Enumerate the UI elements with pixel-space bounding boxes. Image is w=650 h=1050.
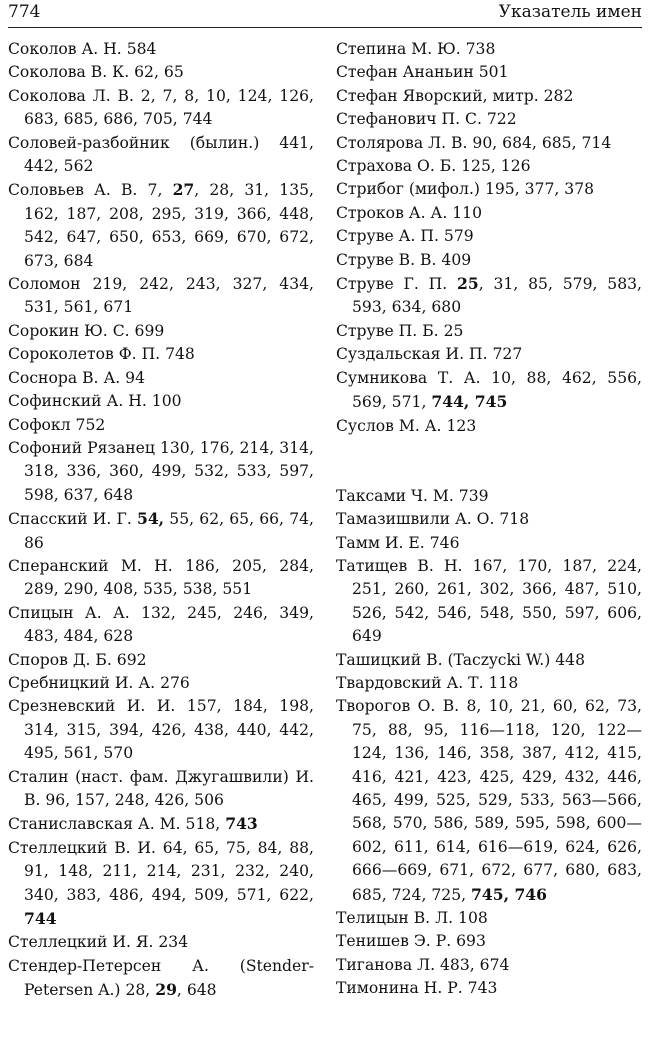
index-entry — [336, 508, 642, 531]
entry-text: Стефан Ананьин 501 — [336, 63, 509, 82]
index-entry — [8, 437, 314, 507]
index-entry — [8, 343, 314, 366]
entry-text: Тиганова Л. 483, 674 — [336, 955, 510, 974]
page-header — [8, 0, 642, 28]
entry-text: Сорокин Ю. С. 699 — [8, 321, 165, 340]
index-entry — [336, 343, 642, 366]
entry-text: Суздальская И. П. 727 — [336, 345, 523, 364]
entry-text: , 31, 85, 579, 583, 593, 634, 680 — [352, 275, 642, 317]
index-entry — [8, 178, 314, 273]
index-entry — [336, 367, 642, 415]
index-entry — [336, 61, 642, 84]
index-entry — [336, 930, 642, 953]
entry-text: Стеллецкий В. И. 64, 65, 75, 84, 88, 91, 148, 211, 214, 231, 232, 240, 340, 383, 486, 494, 509, 571, 622, — [8, 838, 314, 904]
entry-text: Татищев В. Н. 167, 170, 187, 224, 251, 260, 261, 302, 366, 487, 510, 526, 542, 546, 548, 550, 597, 606, 649 — [336, 556, 642, 646]
entry-text: Столярова Л. В. 90, 684, 685, 714 — [336, 133, 612, 152]
index-entry — [8, 273, 314, 320]
entry-text: Соловьев А. В. 7, — [8, 181, 173, 200]
index-entry — [8, 695, 314, 765]
index-entry — [336, 672, 642, 695]
entry-text: 55, 62, 65, 66, 74, 86 — [24, 510, 314, 552]
entry-text: Сребницкий И. А. 276 — [8, 673, 190, 692]
index-entry — [336, 249, 642, 272]
entry-text: Стеллецкий И. Я. 234 — [8, 933, 189, 952]
index-entry — [8, 672, 314, 695]
index-entry — [8, 766, 314, 813]
bold-page-ref: 744, 745 — [431, 392, 508, 412]
entry-text: Сумникова Т. А. 10, 88, 462, 556, 569, 571, — [336, 368, 642, 412]
index-column-right — [336, 38, 642, 1001]
index-entry — [336, 977, 642, 1000]
entry-text: Таксами Ч. М. 739 — [336, 486, 489, 505]
index-entry — [8, 85, 314, 132]
entry-text: Спицын А. А. 132, 245, 246, 349, 483, 484, 628 — [8, 603, 314, 646]
index-entry — [8, 61, 314, 84]
entry-text: Стрибог (мифол.) 195, 377, 378 — [336, 180, 595, 199]
entry-text: Софокл 752 — [8, 415, 106, 434]
index-entry — [336, 85, 642, 108]
index-entry — [8, 931, 314, 954]
index-column-left — [8, 38, 314, 1003]
index-entry — [336, 225, 642, 248]
index-entry — [336, 320, 642, 343]
index-entry — [336, 272, 642, 320]
index-entry — [8, 649, 314, 672]
index-entry — [336, 907, 642, 930]
bold-page-ref: 29 — [155, 980, 177, 1000]
entry-text: Струве Г. П. — [336, 275, 458, 294]
entry-text: Софинский А. Н. 100 — [8, 392, 182, 411]
running-head: Указатель имен — [498, 2, 642, 22]
index-entry — [336, 38, 642, 61]
index-entry — [336, 155, 642, 178]
bold-page-ref: 744 — [24, 909, 57, 929]
index-entry — [336, 695, 642, 907]
entry-text: Соловей-разбойник (былин.) 441, 442, 562 — [8, 133, 314, 176]
index-entry — [336, 532, 642, 555]
index-entry — [336, 649, 642, 672]
entry-text: Соснора В. А. 94 — [8, 368, 146, 387]
entry-text: Соколова Л. В. 2, 7, 8, 10, 124, 126, 683, 685, 686, 705, 744 — [8, 86, 314, 129]
index-entry — [336, 954, 642, 977]
page-number: 774 — [8, 2, 41, 22]
entry-text: Степина М. Ю. 738 — [336, 40, 496, 58]
entry-text: Спасский И. Г. — [8, 510, 137, 529]
entry-text: Стефан Яворский, митр. 282 — [336, 86, 574, 105]
index-entry — [8, 390, 314, 413]
entry-text: Споров Д. Б. 692 — [8, 650, 147, 669]
entry-text: Тенишев Э. Р. 693 — [336, 932, 486, 951]
index-entry — [8, 132, 314, 179]
entry-text: Струве В. В. 409 — [336, 250, 472, 269]
index-entry — [8, 38, 314, 61]
entry-text: Творогов О. В. 8, 10, 21, 60, 62, 73, 75, 88, 95, 116—118, 120, 122—124, 136, 146, 358, 387, 412, 415, 416, 421, 423, 425, 429, 432, 446, 465, 499, 525, 529, 533, 563—566, 568, 570, 586, 589, 595, 598, 600—602, 611, 614, 616—619, 624, 626, 666—669, 671, 672, 677, 680, 683, 685, 724, 725, — [336, 697, 642, 904]
entry-text: Строков А. А. 110 — [336, 203, 483, 222]
entry-text: Телицын В. Л. 108 — [336, 909, 488, 928]
entry-text: Страхова О. Б. 125, 126 — [336, 157, 531, 176]
index-entry — [336, 132, 642, 155]
entry-text: Суслов М. А. 123 — [336, 416, 477, 435]
index-entry — [336, 555, 642, 649]
entry-text: Сперанский М. Н. 186, 205, 284, 289, 290, 408, 535, 538, 551 — [8, 556, 314, 599]
entry-text: Струве П. Б. 25 — [336, 321, 464, 340]
entry-text: Сталин (наст. фам. Джугашвили) И. В. 96, 157, 248, 426, 506 — [8, 767, 314, 809]
entry-text: Соколов А. Н. 584 — [8, 40, 157, 58]
index-entry — [336, 108, 642, 131]
bold-page-ref: 745, 746 — [471, 884, 548, 904]
entry-text: Срезневский И. И. 157, 184, 198, 314, 315, 394, 426, 438, 440, 442, 495, 561, 570 — [8, 697, 314, 763]
entry-text: Тамазишвили А. О. 718 — [336, 510, 530, 529]
entry-text: Соколова В. К. 62, 65 — [8, 63, 184, 82]
entry-text: Струве А. П. 579 — [336, 227, 474, 246]
index-entry — [8, 837, 314, 932]
entry-text: Тимонина Н. Р. 743 — [336, 979, 498, 998]
index-entry — [8, 955, 314, 1003]
entry-text: Соломон 219, 242, 243, 327, 434, 531, 561, 671 — [8, 275, 314, 317]
entry-text: Стефанович П. С. 722 — [336, 110, 517, 129]
entry-text: Ташицкий В. (Taczycki W.) 448 — [336, 650, 585, 669]
entry-text: , 648 — [176, 981, 217, 1000]
entry-text: Софоний Рязанец 130, 176, 214, 314, 318, 336, 360, 499, 532, 533, 597, 598, 637, 648 — [8, 438, 314, 504]
index-entry — [8, 507, 314, 555]
entry-text: Стендер-Петерсен А. (Stender-Petersen A.) 28, — [8, 956, 314, 1000]
index-entry — [8, 367, 314, 390]
index-entry — [8, 602, 314, 649]
index-entry — [8, 812, 314, 836]
index-entry — [8, 414, 314, 437]
entry-text: Станиславская А. М. 518, — [8, 815, 226, 834]
entry-text: , 28, 31, 135, 162, 187, 208, 295, 319, 366, 448, 542, 647, 650, 653, 669, 670, 672, 673, 684 — [24, 181, 314, 270]
bold-page-ref: 54, — [136, 509, 165, 529]
index-entry — [8, 320, 314, 343]
bold-page-ref: 743 — [225, 814, 258, 834]
entry-text: Сороколетов Ф. П. 748 — [8, 345, 195, 364]
index-entry — [336, 485, 642, 508]
index-entry — [336, 202, 642, 225]
index-entry — [8, 555, 314, 602]
letter-section-gap — [336, 438, 642, 485]
entry-text: Тамм И. Е. 746 — [336, 533, 460, 552]
index-entry — [336, 178, 642, 201]
bold-page-ref: 27 — [172, 180, 195, 200]
index-entry — [336, 415, 642, 438]
bold-page-ref: 25 — [457, 274, 479, 294]
entry-text: Твардовский А. Т. 118 — [336, 673, 519, 692]
